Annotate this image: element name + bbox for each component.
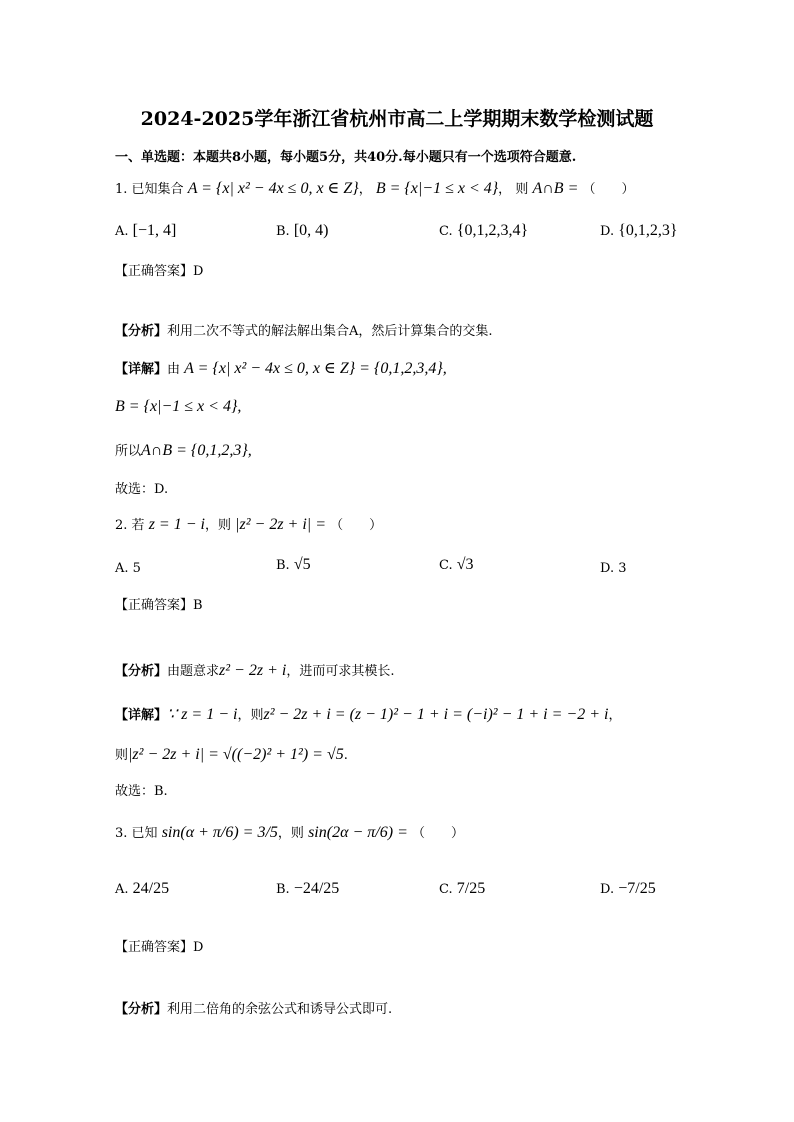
question-1-prefix: 1. 已知集合: [115, 182, 184, 197]
q3-answer-value: D: [193, 940, 204, 955]
q2-option-c-value: √3: [456, 556, 474, 573]
q1-option-d: D. {0,1,2,3}: [600, 222, 678, 239]
question-1: 1. 已知集合 A = {x| x² − 4x ≤ 0, x ∈ Z}， B = {x|−1 ≤ x < 4}， 则 A∩B = （ ）: [115, 180, 635, 197]
question-1-blank: （ ）: [582, 182, 635, 197]
question-1-ask: A∩B =: [532, 180, 579, 197]
q2-detail-expr3: |z² − 2z + i| = √((−2)² + 1²) = √5: [128, 746, 344, 763]
q1-detail-so: 所以: [115, 444, 142, 459]
q2-detail-mid: ，则: [237, 708, 264, 723]
q2-conclusion: 故选：B.: [115, 784, 168, 799]
q1-detail-1: [115, 358, 447, 378]
q1-analysis-tag: 【分析】: [115, 324, 168, 339]
q2-option-b-value: √5: [293, 556, 311, 573]
q2-option-d-value: 3: [618, 561, 627, 576]
q2-analysis-prefix: 由题意求: [167, 664, 220, 679]
q2-detail-tag: 【详解】: [115, 708, 168, 723]
question-2-given: z = 1 − i: [148, 516, 205, 533]
q1-conclusion: 故选：D.: [115, 482, 169, 497]
q2-analysis: [115, 660, 394, 680]
q3-option-d: D. −7/25: [600, 880, 656, 897]
question-1-set-b: B = {x|−1 ≤ x < 4}: [375, 180, 499, 197]
q2-answer: [115, 594, 203, 613]
question-1-ask-prefix: 则: [515, 182, 529, 197]
section-heading: 一、单选题：本题共8小题，每小题5分，共40分.每小题只有一个选项符合题意.: [115, 150, 577, 165]
q2-option-d: D. 3: [600, 561, 627, 576]
q1-detail-2: [115, 398, 241, 416]
q3-option-a: A. 24/25: [115, 880, 170, 897]
page-title: 2024-2025学年浙江省杭州市高二上学期期末数学检测试题: [140, 108, 654, 130]
q3-option-c-value: 7/25: [456, 880, 486, 897]
q1-option-c: C. {0,1,2,3,4}: [439, 222, 529, 239]
q3-analysis-text: 利用二倍角的余弦公式和诱导公式即可.: [167, 1002, 393, 1017]
q1-answer-tag: 【正确答案】: [115, 264, 194, 279]
q2-detail-1: 【详解】∵ z = 1 − i，则z² − 2z + i = (z − 1)² − 1 + i = (−i)² − 1 + i = −2 + i，: [115, 706, 622, 723]
q1-detail-prefix: 由: [167, 362, 181, 377]
q3-answer: [115, 936, 203, 955]
q1-option-a-value: [−1, 4]: [132, 222, 177, 239]
q1-option-b: B. [0, 4): [276, 222, 329, 239]
question-3-prefix: 3. 已知: [115, 826, 158, 841]
q2-option-a-value: 5: [132, 561, 141, 576]
q2-analysis-suffix: ，进而可求其模长.: [286, 664, 395, 679]
q1-detail-tag: 【详解】: [115, 362, 168, 377]
q1-option-a: A. [−1, 4]: [115, 222, 177, 239]
question-3-blank: （ ）: [412, 826, 465, 841]
q1-detail-expr1: A = {x| x² − 4x ≤ 0, x ∈ Z} = {0,1,2,3,4},: [184, 360, 447, 377]
question-3-given: sin(α + π/6) = 3/5: [161, 824, 278, 841]
question-3-ask: sin(2α − π/6) =: [308, 824, 408, 841]
q1-option-b-value: [0, 4): [293, 222, 329, 239]
q2-option-c: C. √3: [439, 556, 474, 573]
question-2-prefix: 2. 若: [115, 518, 145, 533]
q3-option-c: C. 7/25: [439, 880, 486, 897]
q1-detail-3: [115, 440, 252, 460]
question-1-set-a: A = {x| x² − 4x ≤ 0, x ∈ Z}: [187, 180, 359, 197]
q1-answer: [115, 260, 203, 279]
q2-answer-value: B: [193, 598, 203, 613]
question-2-ask-prefix: ，则: [204, 518, 231, 533]
q2-detail-then: 则: [115, 748, 129, 763]
q2-analysis-tag: 【分析】: [115, 664, 168, 679]
q3-option-d-value: −7/25: [618, 880, 656, 897]
q2-detail-expr2: z² − 2z + i = (z − 1)² − 1 + i = (−i)² − 1 + i = −2 + i: [263, 706, 609, 723]
question-2-ask: |z² − 2z + i| =: [235, 516, 326, 533]
q2-option-a: A. 5: [115, 561, 141, 576]
q3-option-a-value: 24/25: [132, 880, 170, 897]
question-3: [115, 822, 464, 842]
q1-answer-value: D: [193, 264, 204, 279]
q2-detail-expr1: ∵ z = 1 − i: [167, 706, 238, 723]
q2-analysis-expr: z² − 2z + i: [219, 662, 287, 679]
question-2-blank: （ ）: [330, 518, 383, 533]
q1-option-c-value: {0,1,2,3,4}: [456, 222, 529, 239]
q2-option-b: B. √5: [276, 556, 311, 573]
q3-analysis: [115, 998, 392, 1017]
q2-detail-2: 则|z² − 2z + i| = √((−2)² + 1²) = √5.: [115, 746, 348, 763]
q3-option-b: B. −24/25: [276, 880, 340, 897]
q1-detail-expr2: B = {x|−1 ≤ x < 4},: [115, 398, 242, 415]
q3-analysis-tag: 【分析】: [115, 1002, 168, 1017]
question-3-ask-prefix: ，则: [277, 826, 304, 841]
question-2: [115, 514, 382, 534]
q1-analysis: [115, 320, 493, 339]
q1-analysis-text: 利用二次不等式的解法解出集合A，然后计算集合的交集.: [167, 324, 493, 339]
q2-answer-tag: 【正确答案】: [115, 598, 194, 613]
q3-answer-tag: 【正确答案】: [115, 940, 194, 955]
q1-detail-expr3: A∩B = {0,1,2,3},: [141, 442, 252, 459]
q1-option-d-value: {0,1,2,3}: [618, 222, 678, 239]
q3-option-b-value: −24/25: [293, 880, 340, 897]
